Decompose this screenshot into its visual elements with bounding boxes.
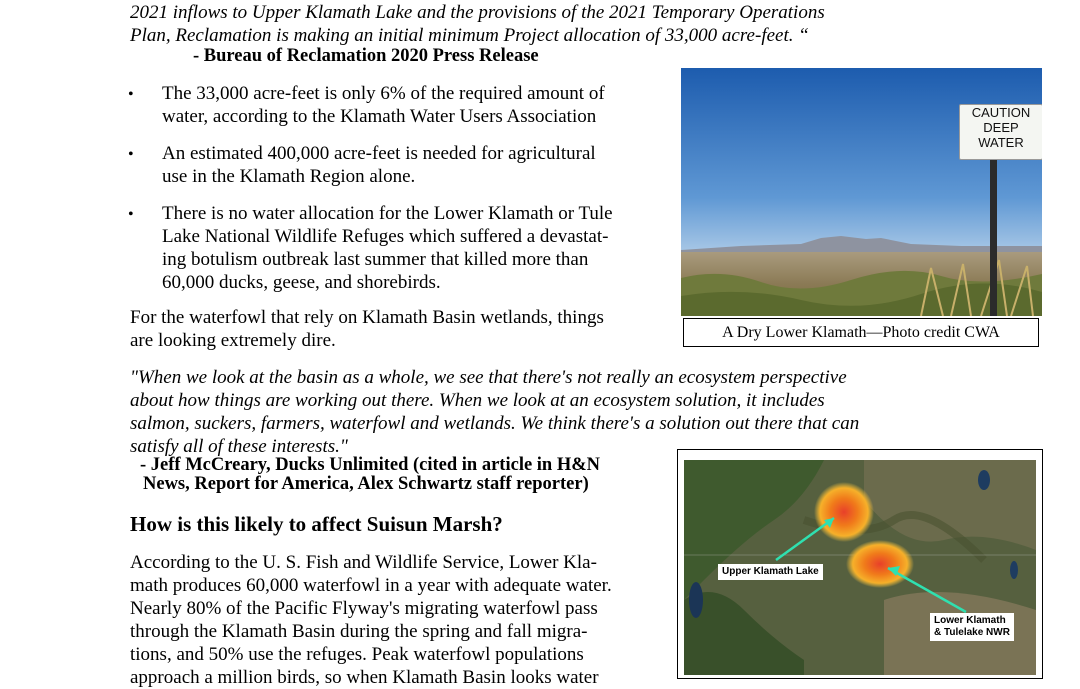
bullet-text: use in the Klamath Region alone. xyxy=(162,166,416,187)
bullet-item xyxy=(162,82,672,128)
caution-sign xyxy=(959,104,1042,160)
sign-text: DEEP xyxy=(983,120,1019,135)
quote-line: satisfy all of these interests." xyxy=(130,436,348,457)
bullet-item xyxy=(162,202,672,294)
quote-line: salmon, suckers, farmers, waterfowl and wetlands. We think there's a solution out there that can xyxy=(130,413,860,434)
bullet-text: There is no water allocation for the Lower Klamath or Tule xyxy=(162,203,613,224)
paragraph-line: through the Klamath Basin during the spring and fall migra- xyxy=(130,621,588,642)
paragraph-line: are looking extremely dire. xyxy=(130,330,336,351)
quote-line: "When we look at the basin as a whole, we see that there's not really an ecosystem perspective xyxy=(130,367,847,388)
bullet-text: ing botulism outbreak last summer that killed more than xyxy=(162,249,589,270)
paragraph-line: For the waterfowl that rely on Klamath Basin wetlands, things xyxy=(130,307,604,328)
quote-line: 2021 inflows to Upper Klamath Lake and the provisions of the 2021 Temporary Operations xyxy=(130,2,825,23)
map-label-line: Lower Klamath xyxy=(934,615,1006,626)
bullet-text: An estimated 400,000 acre-feet is needed for agricultural xyxy=(162,143,596,164)
bullet-marker: • xyxy=(128,206,134,223)
dry-lake-photo xyxy=(681,68,1042,316)
quote-block xyxy=(130,366,859,458)
bullet-marker: • xyxy=(128,86,134,103)
bullet-text: water, according to the Klamath Water Users Association xyxy=(162,106,597,127)
bullet-marker: • xyxy=(128,146,134,163)
paragraph-line: Nearly 80% of the Pacific Flyway's migrating waterfowl pass xyxy=(130,598,598,619)
quote-attribution: - Bureau of Reclamation 2020 Press Release xyxy=(193,46,539,66)
map-label-upper-klamath: Upper Klamath Lake xyxy=(718,564,823,580)
paragraph-line: According to the U. S. Fish and Wildlife Service, Lower Kla- xyxy=(130,552,597,573)
paragraph-line: tions, and 50% use the refuges. Peak waterfowl populations xyxy=(130,644,584,665)
quote-line: about how things are working out there. When we look at an ecosystem solution, it includes xyxy=(130,390,825,411)
paragraph xyxy=(130,551,612,689)
paragraph-line: math produces 60,000 waterfowl in a year with adequate water. xyxy=(130,575,612,596)
bullet-item xyxy=(162,142,672,188)
klamath-map xyxy=(684,460,1036,675)
bullet-text: Lake National Wildlife Refuges which suffered a devastat- xyxy=(162,226,609,247)
section-heading: How is this likely to affect Suisun Marsh? xyxy=(130,512,503,536)
sign-text: CAUTION xyxy=(971,105,1031,120)
quote-attribution: News, Report for America, Alex Schwartz staff reporter) xyxy=(143,474,589,494)
quote-line: Plan, Reclamation is making an initial minimum Project allocation of 33,000 acre-feet. “ xyxy=(130,25,809,46)
photo-caption: A Dry Lower Klamath—Photo credit CWA xyxy=(683,318,1039,347)
quote-block xyxy=(130,1,825,47)
quote-attribution: - Jeff McCreary, Ducks Unlimited (cited in article in H&N xyxy=(140,455,601,475)
map-label-lower-klamath xyxy=(930,613,1014,641)
paragraph-line: approach a million birds, so when Klamath Basin looks water xyxy=(130,667,599,688)
sign-text: WATER xyxy=(978,135,1024,150)
map-label-line: & Tulelake NWR xyxy=(934,627,1010,638)
bullet-text: The 33,000 acre-feet is only 6% of the required amount of xyxy=(162,83,605,104)
bullet-text: 60,000 ducks, geese, and shorebirds. xyxy=(162,272,441,293)
paragraph xyxy=(130,306,604,352)
